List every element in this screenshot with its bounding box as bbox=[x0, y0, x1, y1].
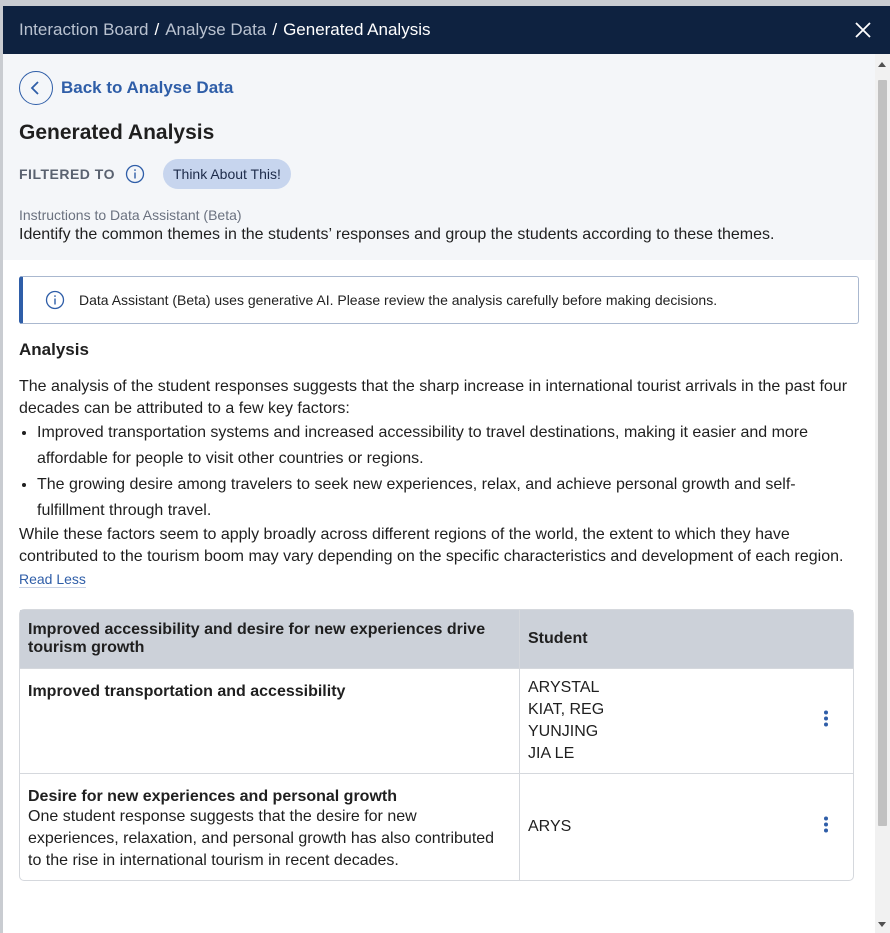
student-cell bbox=[520, 773, 853, 880]
row-menu-button[interactable] bbox=[823, 710, 829, 733]
analysis-heading: Analysis bbox=[19, 340, 89, 359]
student-name: JIA LE bbox=[528, 745, 575, 762]
vertical-scrollbar[interactable] bbox=[875, 54, 890, 933]
chevron-left-icon bbox=[29, 80, 43, 96]
close-icon bbox=[854, 21, 872, 39]
student-name: ARYS bbox=[528, 818, 572, 835]
student-name: YUNJING bbox=[528, 723, 599, 740]
list-item: • The growing desire among travelers to seek new experiences, relax, and achieve personal growth and self-fulfillment through travel. bbox=[37, 472, 859, 524]
scroll-thumb[interactable] bbox=[878, 80, 887, 826]
ai-disclaimer-alert bbox=[19, 276, 859, 324]
back-to-analyse-data-link[interactable] bbox=[19, 71, 859, 105]
generated-analysis-modal bbox=[3, 6, 890, 933]
analysis-conclusion: While these factors seem to apply broadly across different regions of the world, the extent to which they have contributed to the tourism boom may vary depending on the specific characteristics and development of each region. bbox=[19, 526, 844, 565]
modal-content bbox=[3, 54, 875, 933]
student-list bbox=[528, 816, 592, 838]
analysis-bullets bbox=[19, 420, 859, 524]
filter-info-icon[interactable] bbox=[125, 164, 145, 184]
modal-header bbox=[3, 6, 890, 54]
filter-chip: Think About This! bbox=[163, 159, 291, 189]
theme-cell bbox=[20, 773, 520, 880]
filter-row bbox=[19, 159, 859, 189]
breadcrumb-interaction-board[interactable]: Interaction Board bbox=[19, 20, 149, 39]
breadcrumb-analyse-data[interactable]: Analyse Data bbox=[165, 20, 267, 39]
instructions-label: Instructions to Data Assistant (Beta) bbox=[19, 207, 242, 223]
alert-text: Data Assistant (Beta) uses generative AI. Please review the analysis carefully before making decisions. bbox=[79, 292, 718, 308]
info-icon bbox=[45, 290, 65, 310]
theme-title: Desire for new experiences and personal growth bbox=[28, 788, 397, 805]
themes-table bbox=[19, 609, 854, 881]
page-title: Generated Analysis bbox=[19, 121, 215, 144]
student-cell bbox=[520, 668, 853, 773]
close-button[interactable] bbox=[852, 19, 874, 41]
summary-panel bbox=[3, 54, 875, 260]
student-column-header: Student bbox=[520, 610, 853, 668]
breadcrumb-separator: / bbox=[272, 20, 278, 39]
student-name: KIAT, REG bbox=[528, 701, 605, 718]
breadcrumb-separator: / bbox=[154, 20, 160, 39]
kebab-menu-icon bbox=[823, 710, 829, 728]
back-button[interactable] bbox=[19, 71, 53, 105]
list-item: • Improved transportation systems and increased accessibility to travel destinations, making it easier and more affordable for people to visit other countries or regions. bbox=[37, 420, 859, 472]
instructions-text: Identify the common themes in the students’ responses and group the students according to these themes. bbox=[19, 226, 775, 243]
analysis-intro: The analysis of the student responses suggests that the sharp increase in international tourist arrivals in the past four decades can be attributed to a few key factors: bbox=[19, 378, 848, 417]
read-less-link[interactable]: Read Less bbox=[19, 571, 86, 587]
filter-label: FILTERED TO bbox=[19, 166, 115, 182]
theme-column-header: Improved accessibility and desire for new experiences drive tourism growth bbox=[20, 610, 520, 668]
row-menu-button[interactable] bbox=[823, 816, 829, 839]
theme-cell bbox=[20, 668, 520, 773]
kebab-menu-icon bbox=[823, 816, 829, 834]
theme-title: Improved transportation and accessibility bbox=[28, 683, 346, 700]
student-list bbox=[528, 677, 605, 765]
table-row bbox=[20, 668, 853, 773]
student-name: ARYSTAL bbox=[528, 679, 600, 696]
scroll-down-arrow-icon[interactable] bbox=[878, 922, 886, 927]
scroll-up-arrow-icon[interactable] bbox=[878, 62, 886, 67]
back-link-label[interactable]: Back to Analyse Data bbox=[61, 78, 234, 97]
table-row bbox=[20, 773, 853, 880]
analysis-body bbox=[3, 260, 875, 881]
table-header-row bbox=[20, 610, 853, 668]
theme-description: One student response suggests that the desire for new experiences, relaxation, and personal growth has also contributed to the rise in international tourism in recent decades. bbox=[28, 808, 495, 869]
breadcrumb-current: Generated Analysis bbox=[283, 20, 431, 39]
